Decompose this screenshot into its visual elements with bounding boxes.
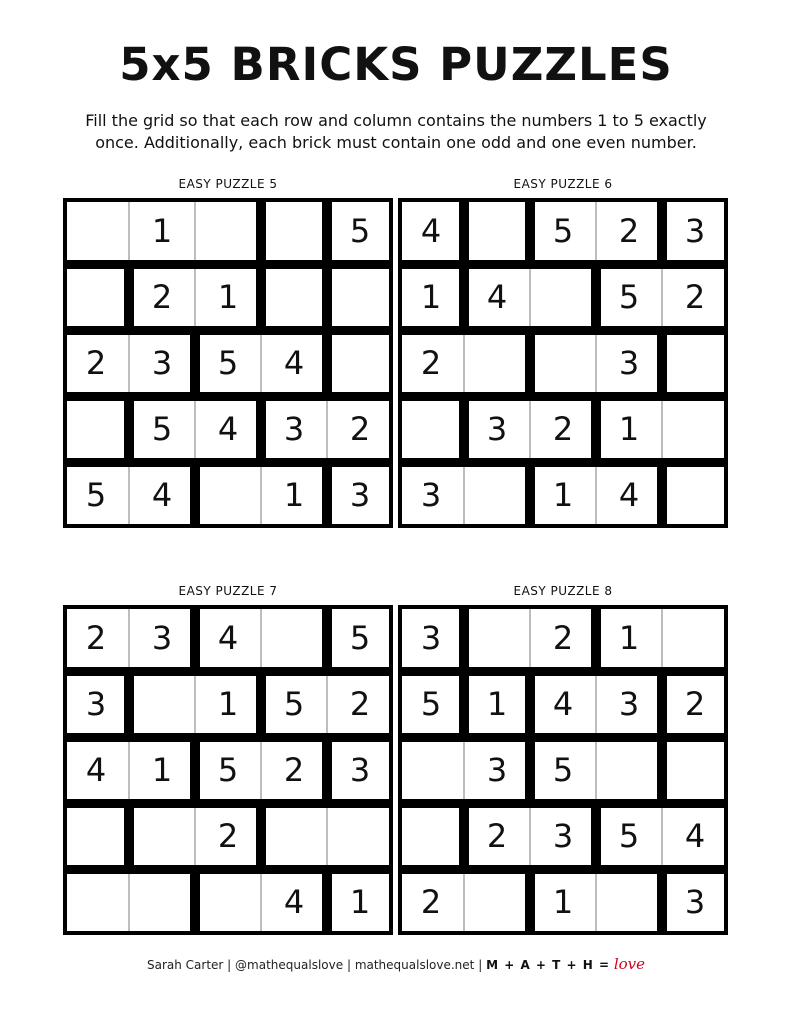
grid-cell[interactable]: 1	[217, 278, 239, 316]
grid-cell[interactable]: 4	[217, 619, 239, 657]
grid-cell[interactable]: 2	[151, 278, 173, 316]
grid-cell[interactable]: 5	[85, 476, 107, 514]
grid-cell[interactable]: 4	[217, 410, 239, 448]
puzzle-grid-8	[398, 605, 728, 935]
page-title: 5x5 BRICKS PUZZLES	[119, 38, 673, 91]
grid-cell[interactable]: 2	[420, 883, 442, 921]
grid-cell[interactable]: 1	[151, 751, 173, 789]
grid-border	[63, 198, 393, 528]
grid-cell[interactable]: 1	[552, 883, 574, 921]
grid-border	[398, 605, 728, 935]
grid-cell[interactable]: 5	[349, 212, 371, 250]
footer-separator: |	[346, 958, 351, 972]
puzzle-label: EASY PUZZLE 5	[178, 177, 278, 191]
grid-cell[interactable]: 4	[618, 476, 640, 514]
grid-cell[interactable]: 5	[151, 410, 173, 448]
grid-cell[interactable]: 4	[151, 476, 173, 514]
grid-cell[interactable]: 4	[283, 883, 305, 921]
puzzle-label: EASY PUZZLE 7	[178, 584, 278, 598]
grid-cell[interactable]: 4	[420, 212, 442, 250]
grid-cell[interactable]: 4	[283, 344, 305, 382]
puzzle-grid-7	[63, 605, 393, 935]
footer-separator: |	[227, 958, 232, 972]
grid-cell[interactable]: 2	[420, 344, 442, 382]
footer-brand-logo: M + A + T + H =	[486, 958, 611, 972]
grid-cell[interactable]: 5	[217, 751, 239, 789]
grid-cell[interactable]: 1	[618, 410, 640, 448]
grid-cell[interactable]: 3	[684, 212, 706, 250]
grid-cell[interactable]: 1	[217, 685, 239, 723]
grid-cell[interactable]: 3	[618, 685, 640, 723]
grid-cell[interactable]: 3	[552, 817, 574, 855]
grid-cell[interactable]: 2	[618, 212, 640, 250]
grid-cell[interactable]: 1	[151, 212, 173, 250]
footer-author: Sarah Carter	[146, 958, 224, 972]
grid-cell[interactable]: 1	[283, 476, 305, 514]
grid-cell[interactable]: 3	[151, 344, 173, 382]
grid-cell[interactable]: 1	[349, 883, 371, 921]
grid-cell[interactable]: 3	[349, 476, 371, 514]
footer	[0, 955, 792, 973]
grid-cell[interactable]: 2	[552, 619, 574, 657]
grid-cell[interactable]: 5	[552, 751, 574, 789]
puzzle-label: EASY PUZZLE 6	[513, 177, 613, 191]
grid-cell[interactable]: 1	[618, 619, 640, 657]
grid-cell[interactable]: 3	[349, 751, 371, 789]
grid-cell[interactable]: 2	[283, 751, 305, 789]
grid-cell[interactable]: 4	[85, 751, 107, 789]
grid-cell[interactable]: 5	[618, 817, 640, 855]
grid-cell[interactable]: 5	[618, 278, 640, 316]
grid-cell[interactable]: 3	[618, 344, 640, 382]
puzzle-grid-6	[398, 198, 728, 528]
grid-cell[interactable]: 5	[217, 344, 239, 382]
grid-cell[interactable]: 5	[420, 685, 442, 723]
grid-cell[interactable]: 1	[420, 278, 442, 316]
grid-cell[interactable]: 2	[684, 278, 706, 316]
grid-cell[interactable]: 2	[349, 410, 371, 448]
grid-cell[interactable]: 3	[283, 410, 305, 448]
grid-cell[interactable]: 2	[217, 817, 239, 855]
grid-cell[interactable]: 3	[85, 685, 107, 723]
grid-cell[interactable]: 2	[85, 619, 107, 657]
grid-cell[interactable]: 3	[420, 619, 442, 657]
grid-cell[interactable]: 3	[684, 883, 706, 921]
grid-cell[interactable]: 3	[420, 476, 442, 514]
grid-cell[interactable]: 5	[283, 685, 305, 723]
grid-cell[interactable]: 2	[684, 685, 706, 723]
grid-cell[interactable]: 3	[486, 410, 508, 448]
grid-cell[interactable]: 1	[486, 685, 508, 723]
grid-cell[interactable]: 2	[552, 410, 574, 448]
grid-cell[interactable]: 3	[486, 751, 508, 789]
footer-separator: |	[478, 958, 483, 972]
grid-cell[interactable]: 3	[151, 619, 173, 657]
grid-border	[398, 198, 728, 528]
grid-cell[interactable]: 5	[349, 619, 371, 657]
grid-cell[interactable]: 2	[85, 344, 107, 382]
footer-handle: @mathequalslove	[235, 958, 344, 972]
grid-cell[interactable]: 4	[552, 685, 574, 723]
grid-border	[63, 605, 393, 935]
grid-cell[interactable]: 4	[684, 817, 706, 855]
footer-site: mathequalslove.net	[354, 958, 475, 972]
grid-cell[interactable]: 1	[552, 476, 574, 514]
instructions-text: Fill the grid so that each row and column contains the numbers 1 to 5 exactly once. Additionally, each brick must contain one odd and one even number.	[85, 111, 707, 152]
grid-cell[interactable]: 5	[552, 212, 574, 250]
puzzle-label: EASY PUZZLE 8	[513, 584, 613, 598]
puzzle-grid-5	[63, 198, 393, 528]
grid-cell[interactable]: 2	[349, 685, 371, 723]
footer-love-logo: love	[613, 955, 646, 973]
grid-cell[interactable]: 2	[486, 817, 508, 855]
grid-cell[interactable]: 4	[486, 278, 508, 316]
